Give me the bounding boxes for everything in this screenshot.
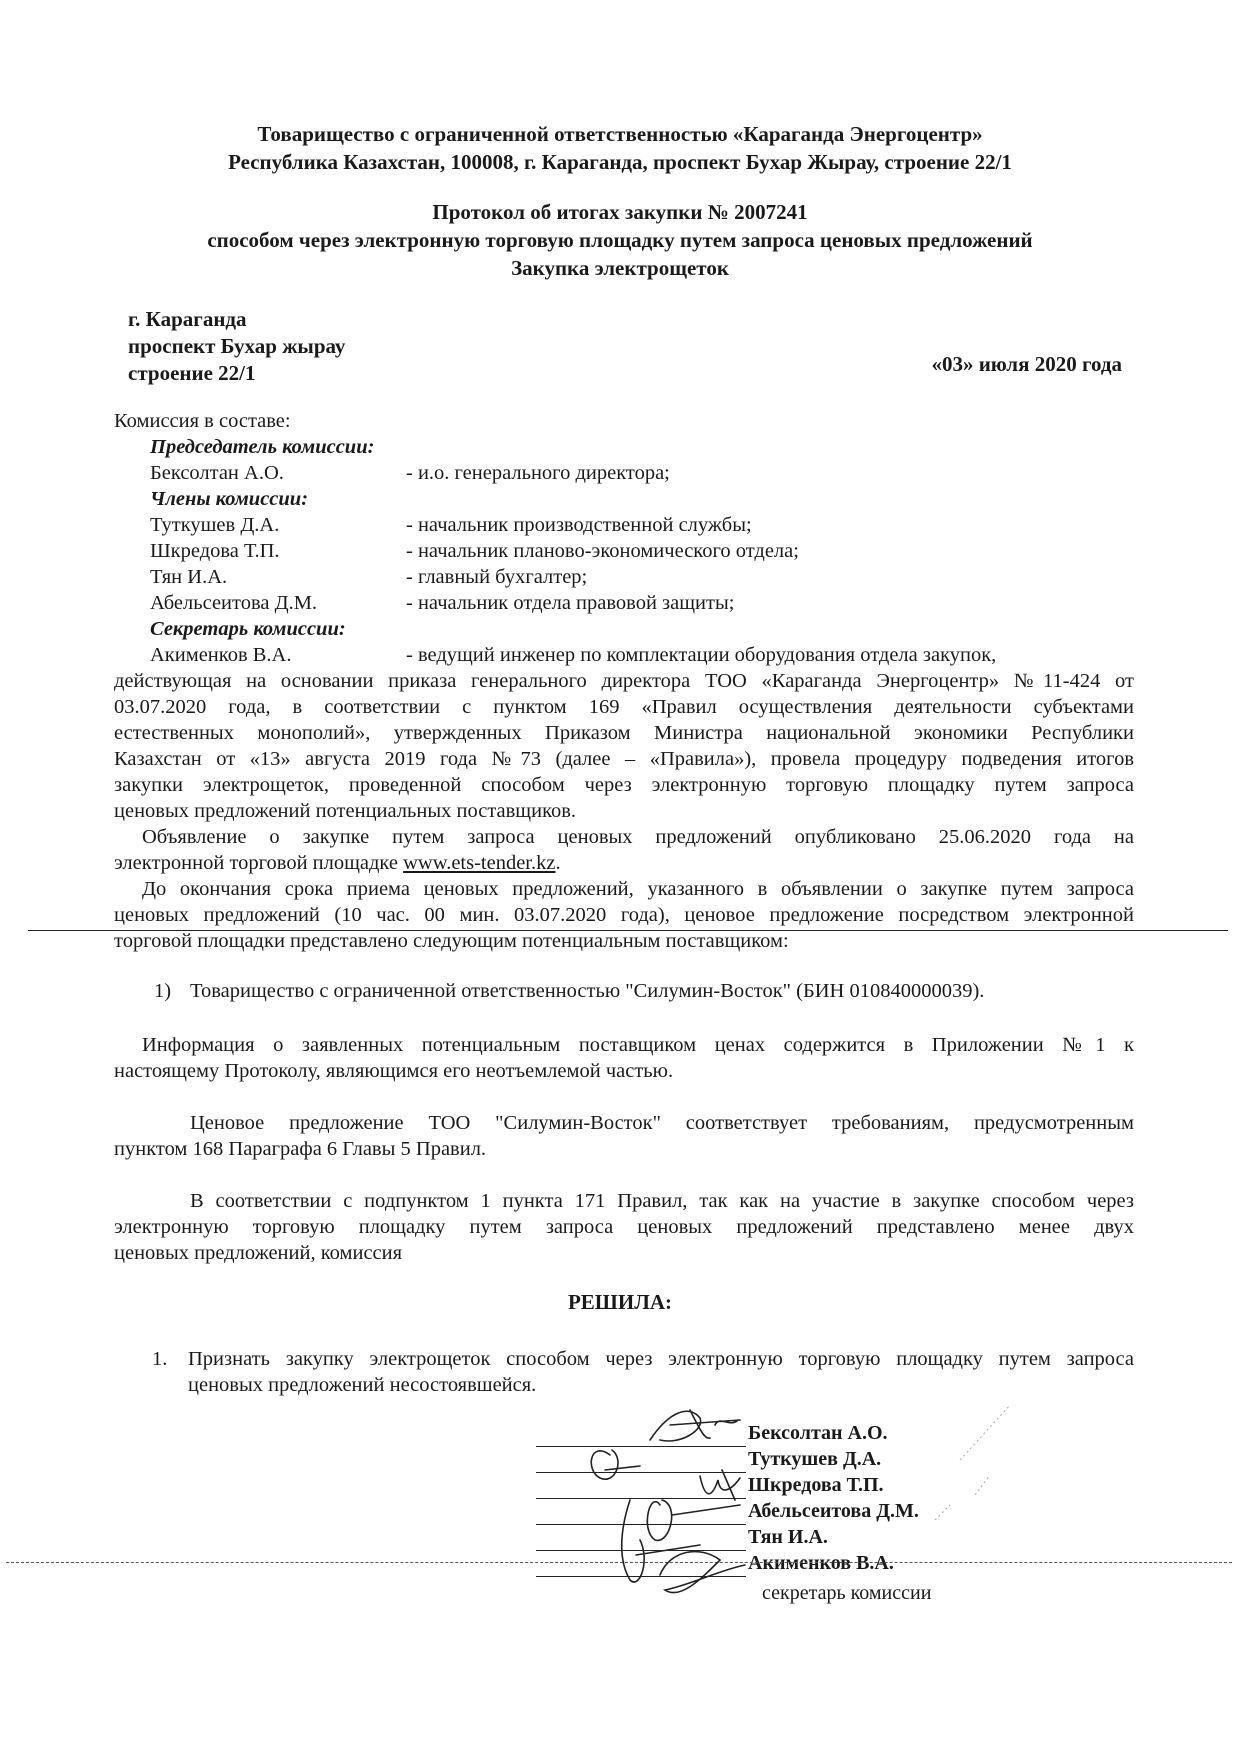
signature-stroke xyxy=(660,1552,745,1593)
protocol-title-line3: Закупка электрощеток xyxy=(511,256,729,280)
signature-stroke xyxy=(700,1470,740,1500)
signatory-name: Тян И.А. xyxy=(748,1526,828,1548)
member-name: Туткушев Д.А. xyxy=(150,514,280,536)
paragraph-line: ценовых предложений потенциальных поставщиков. xyxy=(114,800,577,822)
supplier-name: Товарищество с ограниченной ответственностью "Силумин-Восток" (БИН 010840000039). xyxy=(190,980,985,1002)
member-name: Шкредова Т.П. xyxy=(150,540,280,562)
decision-number: 1. xyxy=(152,1348,168,1370)
signature-stroke xyxy=(591,1450,640,1479)
secretary-label: Секретарь комиссии: xyxy=(150,618,346,640)
members-label: Члены комиссии: xyxy=(150,488,309,510)
chair-label: Председатель комиссии: xyxy=(150,436,375,458)
member-name: Тян И.А. xyxy=(150,566,228,588)
paragraph-line: пунктом 168 Параграфа 6 Главы 5 Правил. xyxy=(114,1138,487,1160)
place-building: строение 22/1 xyxy=(128,361,256,385)
paragraph-line: торговой площадки представлено следующим потенциальным поставщиком: xyxy=(114,930,789,952)
company-name: Товарищество с ограниченной ответственностью «Караганда Энергоцентр» xyxy=(257,122,983,146)
signatory-name: Шкредова Т.П. xyxy=(748,1474,884,1496)
place-city: г. Караганда xyxy=(128,307,247,331)
chair-name: Бексолтан А.О. xyxy=(150,462,284,484)
protocol-title-line1: Протокол об итогах закупки № 2007241 xyxy=(432,200,808,224)
decided-heading: РЕШИЛА: xyxy=(567,1290,673,1314)
ets-tender-link[interactable]: www.ets-tender.kz xyxy=(403,852,556,874)
paragraph-line: ценовых предложений, комиссия xyxy=(114,1242,403,1264)
paragraph-line: Признать закупку электрощеток способом через электронную торговую площадку путем запроса xyxy=(188,1348,1134,1370)
signatory-name: Акименков В.А. xyxy=(748,1552,894,1574)
paragraph-line: настоящему Протоколу, являющимся его неотъемлемой частью. xyxy=(114,1060,674,1082)
paragraph-line: 03.07.2020 года, в соответствии с пунктом 169 «Правил осуществления деятельности субъектами xyxy=(114,696,1134,718)
company-address: Республика Казахстан, 100008, г. Караганда, проспект Бухар Жырау, строение 22/1 xyxy=(228,150,1012,174)
commission-intro: Комиссия в составе: xyxy=(114,410,291,432)
paragraph-line: Казахстан от «13» августа 2019 года №73 (далее – «Правила»), провела процедуру подведения итогов xyxy=(114,748,1134,770)
signatory-name: Туткушев Д.А. xyxy=(748,1448,882,1470)
paragraph-line: закупки электрощеток, проведенной способом через электронную торговую площадку путем запроса xyxy=(114,774,1134,796)
signature-stroke xyxy=(647,1500,740,1540)
paragraph-text: . xyxy=(555,852,561,874)
member-position: - начальник производственной службы; xyxy=(406,514,752,536)
signature-stroke xyxy=(650,1410,740,1441)
paragraph-line: До окончания срока приема ценовых предложений, указанного в объявлении о закупке путем запроса xyxy=(142,878,1134,900)
paragraph-line: Информация о заявленных потенциальным поставщиком ценах содержится в Приложении №1 к xyxy=(142,1034,1134,1056)
paragraph-line: естественных монополий», утвержденных Приказом Министра национальной экономики Республики xyxy=(114,722,1134,744)
secretary-caption: секретарь комиссии xyxy=(762,1582,932,1604)
paragraph-line: действующая на основании приказа генерального директора ТОО «Караганда Энергоцентр» №11-424 от xyxy=(114,670,1134,692)
paragraph-line: В соответствии с подпунктом 1 пункта 171 Правил, так как на участие в закупке способом через xyxy=(190,1190,1134,1212)
member-position: - начальник отдела правовой защиты; xyxy=(406,592,735,614)
chair-position: - и.о. генерального директора; xyxy=(406,462,670,484)
member-position: - главный бухгалтер; xyxy=(406,566,588,588)
secretary-position: - ведущий инженер по комплектации оборудования отдела закупок, xyxy=(406,644,997,666)
member-position: - начальник планово-экономического отдела; xyxy=(406,540,799,562)
supplier-number: 1) xyxy=(154,980,172,1002)
place-street: проспект Бухар жырау xyxy=(128,334,346,358)
protocol-date: «03» июля 2020 года xyxy=(931,352,1122,376)
secretary-name: Акименков В.А. xyxy=(150,644,292,666)
signatory-name: Бексолтан А.О. xyxy=(748,1422,888,1444)
paragraph-line: Объявление о закупке путем запроса ценовых предложений опубликовано 25.06.2020 года на xyxy=(142,826,1134,848)
paragraph-line: Ценовое предложение ТОО "Силумин-Восток" соответствует требованиям, предусмотренным xyxy=(190,1112,1134,1134)
paragraph-line: ценовых предложений несостоявшейся. xyxy=(188,1374,537,1396)
protocol-title-line2: способом через электронную торговую площадку путем запроса ценовых предложений xyxy=(207,228,1033,252)
paragraph-line: электронную торговую площадку путем запроса ценовых предложений представлено менее двух xyxy=(114,1216,1134,1238)
paragraph-text: электронной торговой площадке xyxy=(114,852,404,874)
member-name: Абельсеитова Д.М. xyxy=(150,592,318,614)
signatory-name: Абельсеитова Д.М. xyxy=(748,1500,919,1522)
paragraph-line: ценовых предложений (10 час. 00 мин. 03.07.2020 года), ценовое предложение посредством электронной xyxy=(114,904,1134,926)
